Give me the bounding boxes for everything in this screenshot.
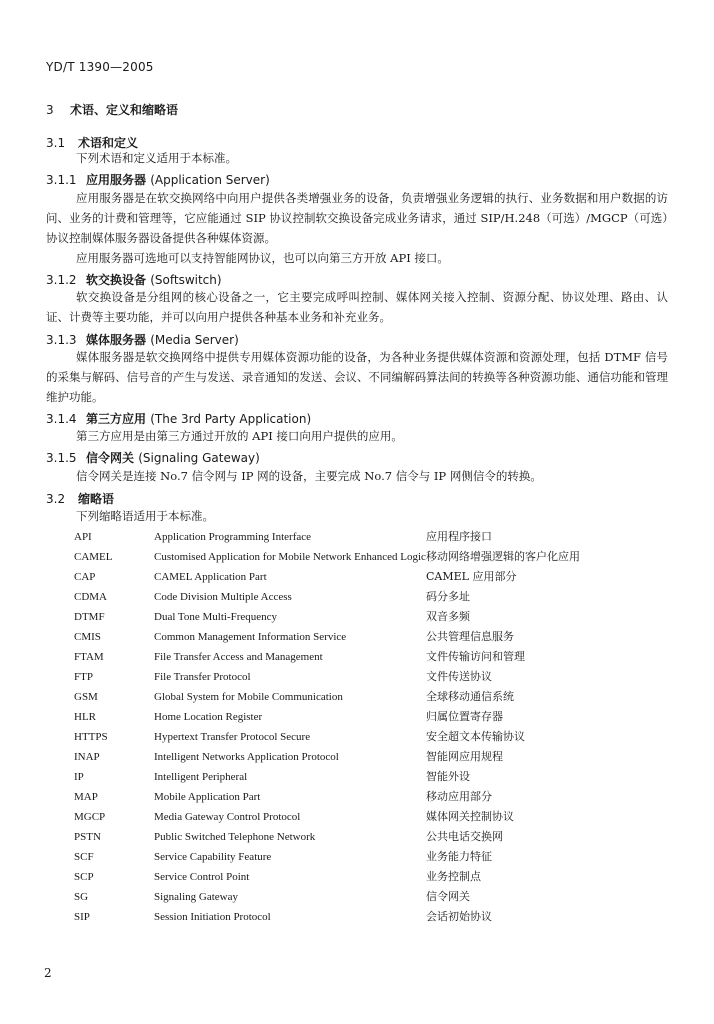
abbreviation-cell: SIP — [74, 911, 90, 923]
table-row — [74, 567, 674, 587]
english-term-cell: Session Initiation Protocol — [154, 911, 271, 923]
chinese-term-cell: 双音多频 — [426, 610, 470, 623]
paragraph: 应用服务器是在软交换网络中向用户提供各类增强业务的设备，负责增强业务逻辑的执行、业务数据和用户数据的访问、业务的计费和管理等，它应能通过 SIP 协议控制软交换设备完成业务请求，通过 SIP/H.248（可选）/MGCP（可选）协议控制媒体服务器设备提供各种媒体资源。 — [46, 191, 668, 245]
section-title-en: (The 3rd Party Application) — [150, 412, 312, 426]
english-term-cell: Dual Tone Multi-Frequency — [154, 611, 278, 623]
paragraph: 下列缩略语适用于本标准。 — [76, 509, 214, 523]
standard-id: YD/T 1390—2005 — [46, 60, 154, 74]
english-term-cell: Service Control Point — [154, 871, 250, 883]
table-row — [74, 587, 674, 607]
section-title: 缩略语 — [78, 492, 115, 506]
abbreviation-cell: SCP — [74, 871, 94, 883]
abbreviation-cell: HTTPS — [74, 731, 108, 743]
abbreviation-cell: SCF — [74, 851, 94, 863]
english-term-cell: Common Management Information Service — [154, 631, 347, 643]
section-title-en: (Signaling Gateway) — [138, 451, 260, 465]
chinese-term-cell: 智能外设 — [426, 770, 470, 783]
chinese-term-cell: 安全超文本传输协议 — [426, 730, 525, 743]
section-number: 3.1.1 — [46, 173, 77, 187]
paragraph: 应用服务器可选地可以支持智能网协议，也可以向第三方开放 API 接口。 — [76, 251, 449, 265]
table-row — [74, 707, 674, 727]
section-3-2-heading — [46, 490, 114, 507]
english-term-cell: Intelligent Peripheral — [154, 771, 248, 783]
table-row — [74, 787, 674, 807]
table-row — [74, 827, 674, 847]
section-title: 媒体服务器 — [86, 333, 147, 347]
abbreviation-cell: API — [74, 531, 92, 543]
paragraph: 软交换设备是分组网的核心设备之一，它主要完成呼叫控制、媒体网关接入控制、资源分配、协议处理、路由、认证、计费等主要功能，并可以向用户提供各种基本业务和补充业务。 — [46, 290, 668, 324]
section-3-1-5-heading — [46, 449, 260, 466]
chinese-term-cell: 媒体网关控制协议 — [426, 810, 514, 823]
table-row — [74, 867, 674, 887]
abbreviation-cell: FTAM — [74, 651, 104, 663]
abbreviation-table — [74, 527, 674, 927]
table-row — [74, 647, 674, 667]
chinese-term-cell: 移动应用部分 — [426, 790, 492, 803]
abbreviation-cell: CDMA — [74, 591, 108, 603]
english-term-cell: Code Division Multiple Access — [154, 591, 292, 603]
table-row — [74, 667, 674, 687]
section-number: 3.1.3 — [46, 333, 77, 347]
abbreviation-cell: IP — [74, 771, 84, 783]
abbreviation-cell: GSM — [74, 691, 98, 703]
paragraph: 第三方应用是由第三方通过开放的 API 接口向用户提供的应用。 — [76, 429, 403, 443]
section-title: 信令网关 — [86, 451, 135, 465]
page-number: 2 — [44, 966, 52, 980]
chinese-term-cell: 智能网应用规程 — [426, 750, 503, 763]
english-term-cell: Application Programming Interface — [154, 531, 312, 543]
table-row — [74, 847, 674, 867]
abbreviation-table-body — [74, 527, 674, 927]
chinese-term-cell: 信令网关 — [426, 890, 470, 903]
english-term-cell: Customised Application for Mobile Network Enhanced Logic — [154, 551, 426, 563]
abbreviation-cell: CMIS — [74, 631, 101, 643]
section-number: 3.1.5 — [46, 451, 77, 465]
abbreviation-cell: CAMEL — [74, 551, 113, 563]
section-title: 软交换设备 — [86, 273, 147, 287]
section-3-1-1-heading — [46, 171, 270, 188]
english-term-cell: Hypertext Transfer Protocol Secure — [154, 731, 311, 743]
paragraph: 媒体服务器是软交换网络中提供专用媒体资源功能的设备，为各种业务提供媒体资源和资源处理，包括 DTMF 信号的采集与解码、信号音的产生与发送、录音通知的发送、会议、不同编解码算法间的转换等各种资源功能、通信功能和管理维护功能。 — [46, 350, 668, 404]
section-number: 3.1 — [46, 136, 66, 150]
table-row — [74, 727, 674, 747]
english-term-cell: CAMEL Application Part — [154, 571, 267, 583]
abbreviation-cell: CAP — [74, 571, 96, 583]
abbreviation-cell: FTP — [74, 671, 93, 683]
english-term-cell: Signaling Gateway — [154, 891, 239, 903]
section-title: 术语和定义 — [78, 136, 139, 150]
english-term-cell: File Transfer Access and Management — [154, 651, 323, 663]
abbreviation-cell: PSTN — [74, 831, 101, 843]
section-title-en: (Application Server) — [150, 173, 270, 187]
section-title: 第三方应用 — [86, 412, 147, 426]
chinese-term-cell: 文件传送协议 — [426, 670, 492, 683]
abbreviation-cell: HLR — [74, 711, 96, 723]
chinese-term-cell: CAMEL 应用部分 — [426, 570, 517, 583]
section-title: 术语、定义和缩略语 — [70, 103, 179, 117]
section-number: 3 — [46, 103, 54, 117]
english-term-cell: Intelligent Networks Application Protocol — [154, 751, 339, 763]
section-3-heading — [46, 101, 178, 118]
chinese-term-cell: 业务控制点 — [426, 870, 481, 883]
chinese-term-cell: 归属位置寄存器 — [426, 710, 503, 723]
abbreviation-cell: INAP — [74, 751, 100, 763]
abbreviation-cell: DTMF — [74, 611, 105, 623]
chinese-term-cell: 移动网络增强逻辑的客户化应用 — [426, 550, 580, 563]
chinese-term-cell: 文件传输访问和管理 — [426, 650, 525, 663]
chinese-term-cell: 码分多址 — [426, 590, 470, 603]
table-row — [74, 547, 674, 567]
abbreviation-cell: MAP — [74, 791, 98, 803]
english-term-cell: Home Location Register — [154, 711, 263, 723]
english-term-cell: Global System for Mobile Communication — [154, 691, 343, 703]
section-title-en: (Softswitch) — [150, 273, 222, 287]
table-row — [74, 807, 674, 827]
table-row — [74, 907, 674, 927]
chinese-term-cell: 会话初始协议 — [426, 910, 492, 923]
section-number: 3.1.4 — [46, 412, 77, 426]
english-term-cell: Public Switched Telephone Network — [154, 831, 316, 843]
paragraph: 信令网关是连接 No.7 信令网与 IP 网的设备，主要完成 No.7 信令与 IP 网侧信令的转换。 — [76, 469, 542, 483]
table-row — [74, 527, 674, 547]
paragraph: 下列术语和定义适用于本标准。 — [76, 151, 237, 165]
section-3-1-3-heading — [46, 331, 239, 348]
chinese-term-cell: 业务能力特征 — [426, 850, 492, 863]
table-row — [74, 767, 674, 787]
section-title-en: (Media Server) — [150, 333, 239, 347]
section-3-1-4-heading — [46, 410, 311, 427]
table-row — [74, 747, 674, 767]
table-row — [74, 607, 674, 627]
english-term-cell: Media Gateway Control Protocol — [154, 811, 301, 823]
chinese-term-cell: 公共电话交换网 — [426, 830, 503, 843]
english-term-cell: Mobile Application Part — [154, 791, 261, 803]
table-row — [74, 627, 674, 647]
chinese-term-cell: 公共管理信息服务 — [426, 630, 514, 643]
chinese-term-cell: 应用程序接口 — [426, 530, 492, 543]
abbreviation-cell: SG — [74, 891, 89, 903]
section-3-1-2-heading — [46, 271, 222, 288]
english-term-cell: File Transfer Protocol — [154, 671, 251, 683]
abbreviation-cell: MGCP — [74, 811, 106, 823]
section-number: 3.2 — [46, 492, 66, 506]
chinese-term-cell: 全球移动通信系统 — [426, 690, 514, 703]
section-number: 3.1.2 — [46, 273, 77, 287]
section-title: 应用服务器 — [86, 173, 147, 187]
english-term-cell: Service Capability Feature — [154, 851, 272, 863]
table-row — [74, 687, 674, 707]
table-row — [74, 887, 674, 907]
